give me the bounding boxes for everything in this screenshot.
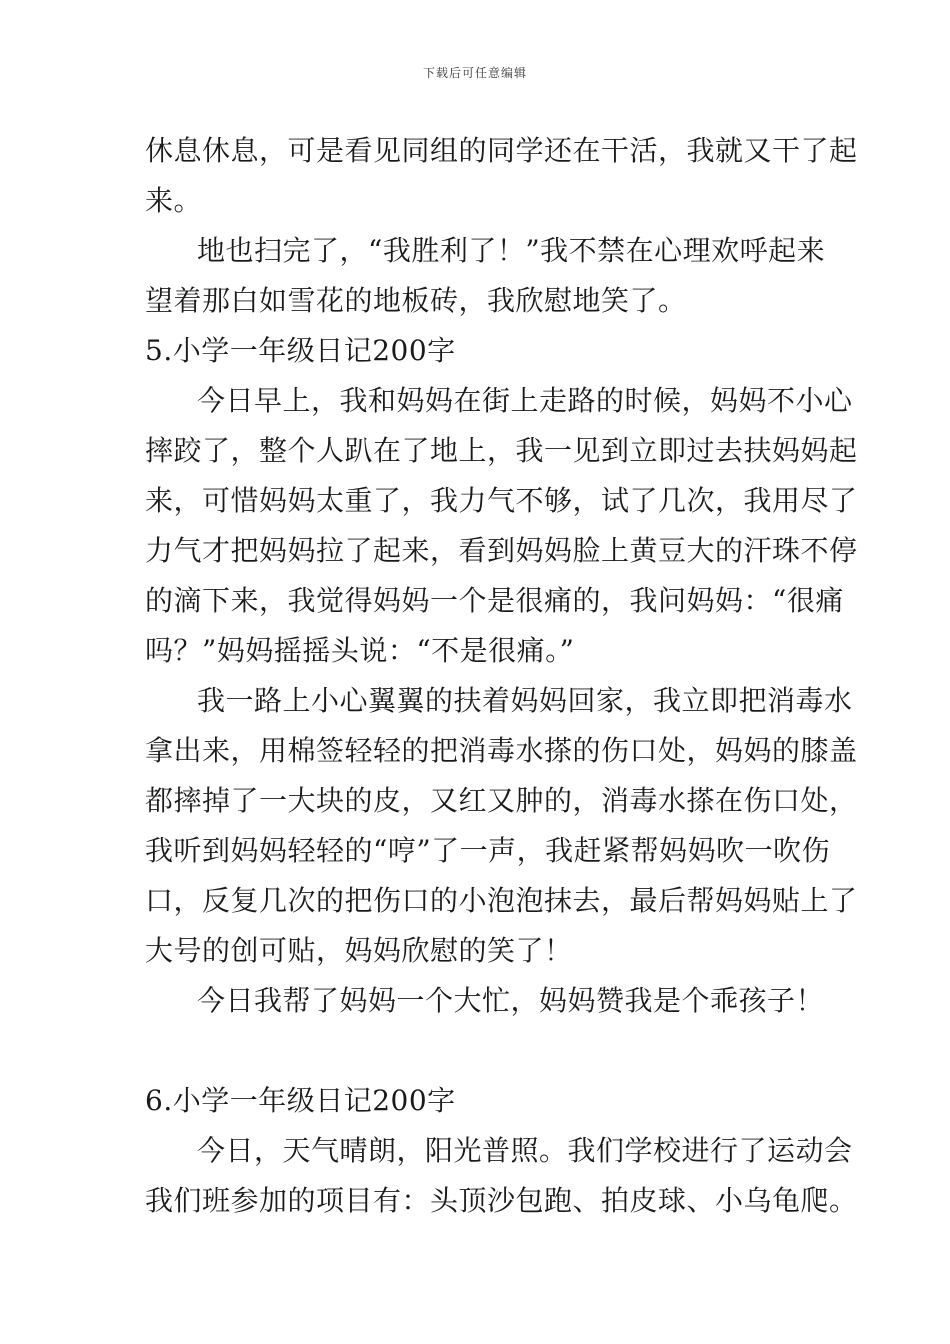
blank-line [145,1026,810,1076]
paragraph [145,976,825,1026]
document-body [145,126,858,1226]
page-header: 下载后可任意编辑 [422,66,527,80]
text-line: 来，可惜妈妈太重了，我力气不够，试了几次，我用尽了 [145,484,858,517]
paragraph [145,376,858,676]
text-line: 吗？”妈妈摇摇头说：“不是很痛。” [145,634,575,667]
paragraph [145,126,858,226]
paragraph [145,676,858,976]
text-line: 望着那白如雪花的地板砖，我欣慰地笑了。 [145,284,687,317]
text-line: 摔跤了，整个人趴在了地上，我一见到立即过去扶妈妈起 [145,434,858,467]
text-line: 力气才把妈妈拉了起来，看到妈妈脸上黄豆大的汗珠不停 [145,534,858,567]
text-line: 我听到妈妈轻轻的“哼”了一声，我赶紧帮妈妈吹一吹伤 [145,834,831,867]
text-line: 来。 [145,184,203,217]
text-line: 的滴下来，我觉得妈妈一个是很痛的，我问妈妈：“很痛 [145,584,844,617]
paragraph [145,1126,858,1226]
text-line: 我一路上小心翼翼的扶着妈妈回家，我立即把消毒水 [197,684,853,717]
text-line: 地也扫完了，“我胜利了！”我不禁在心理欢呼起来 [197,234,826,267]
text-line: 今日早上，我和妈妈在街上走路的时候，妈妈不小心 [197,384,853,417]
text-line: 今日我帮了妈妈一个大忙，妈妈赞我是个乖孩子！ [197,984,825,1017]
text-line: 今日，天气晴朗，阳光普照。我们学校进行了运动会 [197,1134,853,1167]
text-line: 口，反复几次的把伤口的小泡泡抹去，最后帮妈妈贴上了 [145,884,858,917]
paragraph [145,226,826,326]
text-line: 大号的创可贴，妈妈欣慰的笑了！ [145,934,573,967]
text-line: 我们班参加的项目有：头顶沙包跑、拍皮球、小乌龟爬。 [145,1184,858,1217]
text-line: 拿出来，用棉签轻轻的把消毒水搽的伤口处，妈妈的膝盖 [145,734,858,767]
section-heading: 5.小学一年级日记200字 [145,334,456,367]
text-line: 休息休息，可是看见同组的同学还在干活，我就又干了起 [145,134,858,167]
text-line: 都摔掉了一大块的皮，又红又肿的，消毒水搽在伤口处， [145,784,858,817]
section-heading: 6.小学一年级日记200字 [145,1084,456,1117]
